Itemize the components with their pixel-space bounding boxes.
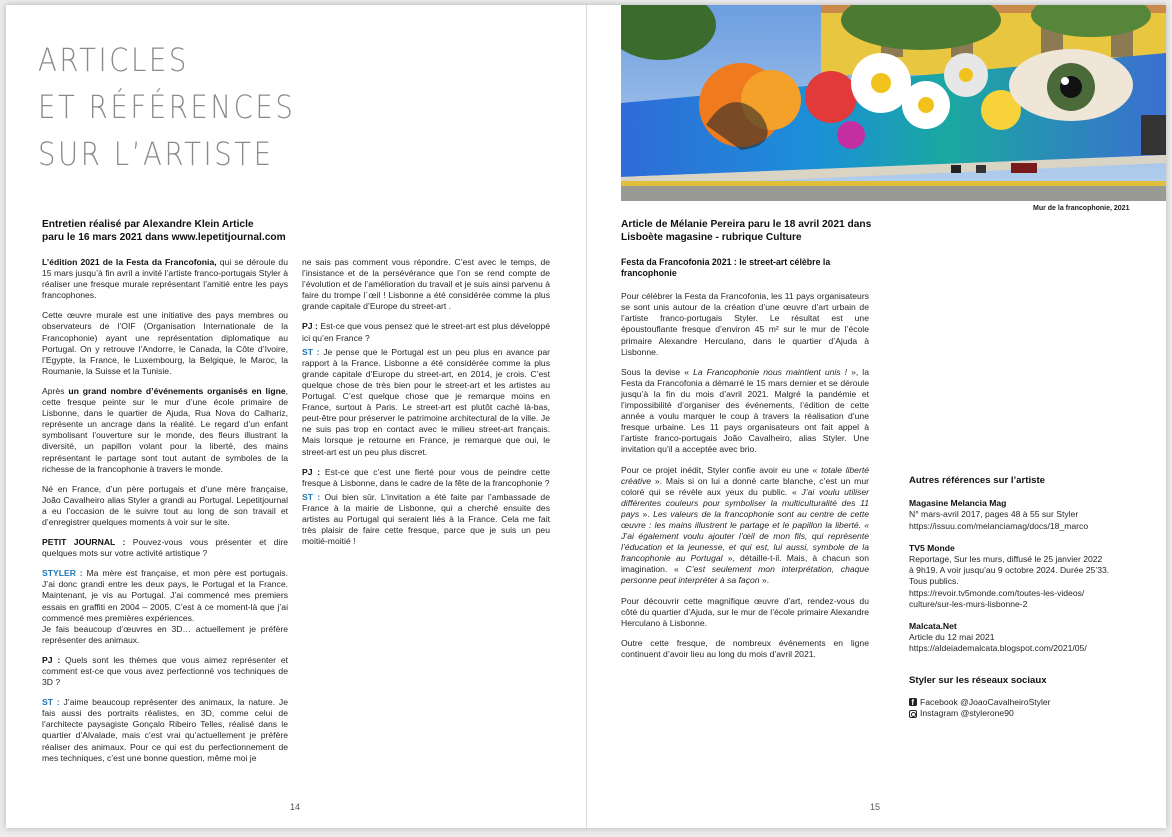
title-line-3: SUR L’ARTISTE [38,135,274,173]
facebook-handle: Facebook @JoaoCavalheiroStyler [920,696,1051,707]
text-run: ». [639,508,654,519]
italic-run: totale liberté créative [621,464,869,486]
italic-run: La Francophonie nous maintient unis ! [693,366,848,377]
paragraph: Pour célébrer la Festa da Francofonia, les 11 pays organisateurs se sont unis autour de la création d’une œuvre d’art urbain de l’artiste franco-portugais Styler. Le résultat est une époustouflante fresque d’environ 45 m² sur le mur de l’école primaire Alexandre Herculano, dans le quartier d’Ajuda à Lisbonne. [621,291,869,357]
article-1-header [42,218,302,244]
text-run: , cette fresque peinte sur le mur d’une école primaire de Lisbonne, dans le quartier de Ajuda, Rua Nova do Calhariz, représente un ancrage dans la réalité. Le regard d’un enfant symbolisant l’ouverture sur le monde, des fleurs illustrant la diversité, un papillon volant pour la liberté, des mains représentant le partage sont tout autant de symboles de la richesse de la francophonie à travers le monde. [42,385,288,474]
question-text: Pouvez-vous vous présenter et dire quelques mots sur votre activité artistique ? [42,537,288,559]
question [42,537,288,559]
instagram-row[interactable] [909,708,1159,719]
question-text: Quels sont les thèmes que vous aimez représenter et comment est-ce que vous avez perfectionné vos techniques de 3D ? [42,654,288,688]
mural-illustration [621,5,1166,201]
paragraph: Pour découvrir cette magnifique œuvre d’art, rendez-vous du côté du quartier d’Ajuda, sur le mur de l’école primaire Alexandre Herculano à Lisbonne. [621,595,869,628]
text-run: ». Mais si on lui a donné carte blanche, c’est un mur coloré qui se révèle aux yeux du public. « [621,475,869,497]
paragraph: Cette œuvre murale est une initiative des pays membres ou observateurs de l’OIF (Organisation Internationale de la Francophonie) ayant une représentation diplomatique au Portugal. On y retrouve l’Andorre, le Canada, la Côte d’Ivoire, l’Egypte, la France, le Luxembourg, la Belgique, le Maroc, la Roumanie, la Suisse et la Tunisie. [42,310,288,376]
reference-title: Magasine Melancia Mag [909,498,1007,509]
answer [302,347,550,458]
reference-line: Article du 12 mai 2021 [909,632,995,643]
answer [42,568,288,623]
answer-text: Je pense que le Portugal est un peu plus en avance par rapport à la France. Lisbonne a été considérée comme la plus grande capitale d’Europe du street-art, en 2014, je crois. C’est quelque chose de très bien pour le street-art et les artistes au Portugal. C’est quelque chose que je remarque moins en France, surtout à Paris. Le street-art est plutôt caché là-bas, peut-être pour préserver le patrimoine architectural de la ville. Je ne suis pas trop en contact avec le milieu street-art français. Mais lorsque je retourne en France, je remarque que oui, le street-art est un peu plus discret. [302,346,551,457]
text-run: », la Festa da Francofonia a démarré le 15 mars dernier et se déroule jusqu’à la fin du mois d’avril 2021. Malgré la pandémie et l’impossibilité d’organiser des événements, l’édition de cette année a voulu marquer le coup à travers la réalisation d’une fresque urbaine. Les 11 pays organisateurs ont fait appel à l’artiste franco-portugais João Cavalheiro, alias Styler. Une invitation qu’il a acceptée avec brio. [621,366,869,455]
answer-continued: Je fais beaucoup d’œuvres en 3D… actuellement je préfère représenter des animaux. [42,623,288,645]
article-2-subheading [621,257,869,279]
italic-run: J’ai voulu utiliser différentes couleurs pour symboliser la multiculturalité des 11 pays [621,486,869,519]
question-text: Est-ce que c’est une fierté pour vous de peindre cette fresque à Lisbonne, dans le cadre de la fête de la francophonie ? [302,466,550,488]
answer-text: J’aime beaucoup représenter des animaux, la nature. Je fais aussi des portraits réalistes, en 3D, comme celui de l’architecte paysagiste Gonçalo Ribeiro Telles, réalisé dans le quartier d’Alvalade, mais c’est vrai qu’actuellement je préfère réaliser des animaux. Pour ce qui est du perfectionnement de mes techniques, c’est une bonne question, même moi je [42,697,288,763]
article-1-header-line-2: paru le 16 mars 2021 dans www.lepetitjournal.com [42,232,286,243]
article-1-header-line-1: Entretien réalisé par Alexandre Klein Article [42,219,254,230]
lead-bold: L’édition 2021 de la Festa da Francofonia, [42,257,217,267]
reference-line: Reportage, Sur les murs, diffusé le 25 janvier 2022 [909,554,1103,565]
page-number-right: 15 [870,802,881,812]
paragraph [42,257,288,301]
italic-run: Les valeurs de la francophonie sont au centre de cette œuvre : les mains illustrent le partage et le papillon la liberté. « J’ai également voulu ajouter l’œil de mon fils, qui représente l’éducation et la jeunesse, et qui est, lui aussi, symbole de la francophonie au Portugal [621,508,869,564]
reference-link[interactable]: https://aldeiademalcata.blogspot.com/2021/05/ [909,643,1087,654]
reference-link[interactable]: culture/sur-les-murs-lisbonne-2 [909,598,1028,609]
reference-title: TV5 Monde [909,542,955,553]
question [302,321,550,343]
paragraph: Outre cette fresque, de nombreux événements en ligne continuent d’avoir lieu au long du mois d’avril 2021. [621,637,869,659]
answer-text: Ma mère est française, et mon père est portugais. J’ai donc grandi entre les deux pays, le Portugal et la France. Maintenant, je vis au Portugal. J’ai commencé mes premiers essais en graffiti en 2004 – 2005. C’est à ce moment-là que j’ai commencé mes premières expériences. [42,568,288,623]
references-heading: Autres références sur l’artiste [909,475,1045,486]
speaker-label: PETIT JOURNAL : [42,537,126,548]
speaker-label: ST : [42,697,60,708]
magazine-spread [6,5,1166,828]
subheading-line-1: Festa da Francofonia 2021 : le street-art célèbre la [621,257,831,267]
article-2-header-line-2: Lisboète magasine - rubrique Culture [621,232,802,243]
speaker-label: PJ : [302,466,321,477]
reference-line: N° mars-avril 2017, pages 48 à 55 sur Styler [909,509,1079,520]
text-run: ». [759,575,770,586]
italic-run: C’est seulement mon interprétation, chaque personne peut interpréter à sa façon [621,564,869,586]
lead-text: qui se déroule du 15 mars jusqu’à fin avril a invité l’artiste franco-portugais Styler à réaliser une fresque murale représentant l’amitié entre les pays francophones. [42,257,288,301]
paragraph: ne sais pas comment vous répondre. C’est avec le temps, de l’insistance et de la persévérance que l’on se rend compte de l’évolution et de l’amélioration du travail et je suis ainsi parvenu à faire du trompe l´œil ! Lisbonne a été considérée comme la plus grande capitale d’Europe du street-art . [302,257,550,312]
answer [302,492,550,547]
bold-run: un grand nombre d’événements organisés en ligne [68,385,286,396]
page-number-left: 14 [290,802,301,812]
facebook-row[interactable] [909,697,1159,708]
text-run: », détaille-t-il. Mais, à chacun son imagination. « [621,553,869,575]
paragraph: Né en France, d’un père portugais et d’une mère française, João Cavalheiro alias Styler a grandi au Portugal. Lepetitjournal a eu l’occasion de le suivre tout au long de son travail et d’enregistrer quelques moments à voir sur le site. [42,483,288,527]
article-2-header-line-1: Article de Mélanie Pereira paru le 18 avril 2021 dans [621,219,872,230]
paragraph [621,465,869,587]
paragraph [621,367,869,456]
title-line-1: ARTICLES [38,41,189,79]
speaker-label: STYLER : [42,568,83,579]
speaker-label: PJ : [42,654,61,665]
reference-link[interactable]: https://issuu.com/melanciamag/docs/18_marco [909,520,1089,531]
references-sidebar [909,475,1159,719]
question-text: Est-ce que vous pensez que le street-art est plus développé ici qu’en France ? [302,321,550,343]
article-1-column-2 [302,257,550,556]
page-gutter [586,5,587,828]
text-run: Sous la devise « [621,366,694,377]
question [42,655,288,688]
reference-line: à 9h19. A voir jusqu’au 9 octobre 2024. Durée 25’33. [909,565,1110,576]
reference-line: Tous publics. [909,576,959,587]
photo-caption: Mur de la francophonie, 2021 [1033,205,1130,212]
instagram-handle: Instagram @stylerone90 [920,708,1014,719]
reference-malcata [909,621,1159,655]
text-run: Pour ce projet inédit, Styler confie avoir eu une « [621,464,821,475]
instagram-icon [909,710,917,718]
question [302,467,550,489]
page-title [38,37,368,178]
mural-photo [621,5,1166,201]
social-heading: Styler sur les réseaux sociaux [909,674,1047,686]
article-2-header [621,218,883,244]
speaker-label: ST : [302,491,321,502]
speaker-label: PJ : [302,321,318,332]
reference-title: Malcata.Net [909,621,957,632]
text-run: Après [42,385,69,396]
speaker-label: ST : [302,346,320,357]
article-2-column [621,257,869,669]
subheading-line-2: francophonie [621,268,677,279]
paragraph [42,386,288,475]
reference-tv5 [909,543,1159,610]
answer [42,697,288,764]
reference-melancia [909,498,1159,532]
title-line-2: ET RÉFÉRENCES [38,88,296,126]
answer-text: Oui bien sûr. L’invitation a été faite par l’ambassade de France à la mairie de Lisbonne, qui a cherché ensuite des artistes au Portugal qui seraient liés à la France. Cela me fait très plaisir de faire cette fresque, parce que je suis un peu moitié-moitié ! [302,491,550,547]
facebook-icon [909,698,917,706]
article-1-column-1 [42,257,288,773]
reference-link[interactable]: https://revoir.tv5monde.com/toutes-les-videos/ [909,587,1085,598]
